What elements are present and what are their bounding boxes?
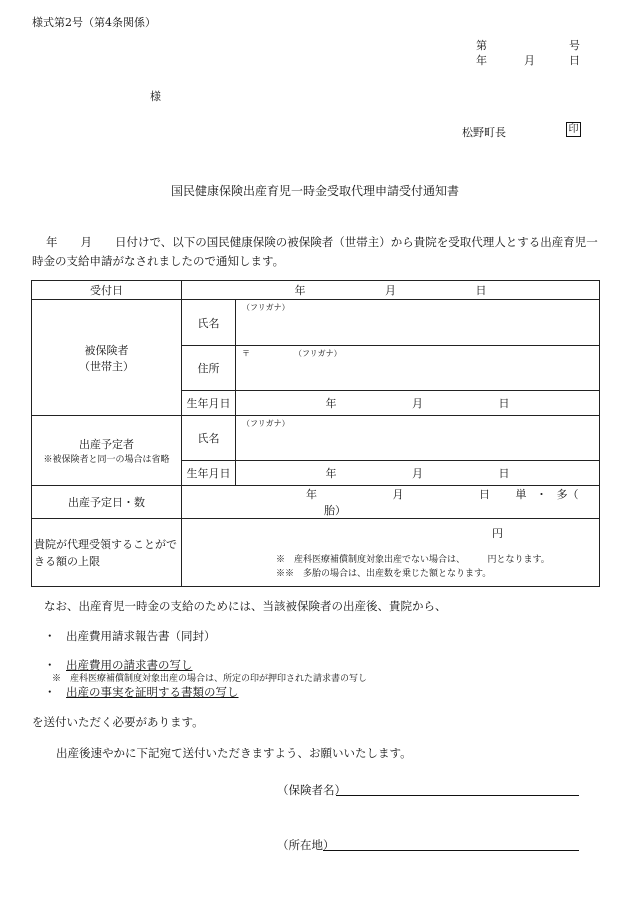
form-number: 様式第2号（第4条関係） — [32, 16, 156, 29]
expectant-name-cell[interactable] — [236, 416, 600, 461]
insurer-label: （保険者名） — [277, 783, 346, 797]
para-required: を送付いただく必要があります。 — [32, 715, 204, 729]
insured-name-cell[interactable] — [236, 300, 600, 346]
doc-number-dai: 第 — [476, 39, 487, 52]
expectant-birth-month: 月 — [412, 467, 423, 480]
item-birth-proof: 出産の事実を証明する書類の写し — [66, 685, 239, 699]
insured-label-cell — [32, 300, 182, 416]
expectant-birthdate-label: 生年月日 — [182, 461, 236, 486]
address-furigana: （フリガナ） — [294, 349, 342, 358]
para-request: 出産後速やかに下記宛て送付いただきますよう、お願いいたします。 — [56, 746, 412, 760]
due-dot: ・ — [536, 488, 547, 501]
insured-birthdate-label: 生年月日 — [182, 391, 236, 416]
expectant-birth-day: 日 — [498, 467, 510, 480]
seal-mark — [566, 122, 581, 137]
amount-yen: 円 — [492, 527, 503, 540]
item-invoice-note: ※ 産科医療補償制度対象出産の場合は、所定の印が押印された請求書の写し — [52, 674, 368, 684]
due-tai: 胎） — [324, 504, 346, 517]
expectant-label: 出産予定者 — [79, 438, 134, 451]
intro-text: 年 月 日付けで、以下の国民健康保険の被保険者（世帯主）から貴院を受取代理人とする出産育児一時金の支給申請がなされましたので通知します。 — [32, 235, 598, 268]
doc-number-go: 号 — [569, 39, 580, 52]
due-single: 単 — [515, 488, 527, 501]
seal-text: 印 — [566, 122, 581, 137]
insurer-line[interactable] — [336, 795, 579, 796]
receipt-year: 年 — [294, 284, 306, 297]
insured-address-cell[interactable] — [236, 346, 600, 391]
insured-address-label: 住所 — [182, 346, 236, 391]
receipt-month: 月 — [385, 284, 396, 297]
row-receipt-date — [32, 281, 600, 300]
insured-furigana: （フリガナ） — [242, 303, 290, 312]
expectant-birthdate-value[interactable] — [236, 461, 600, 486]
due-multi: 多（ — [556, 488, 579, 501]
due-date-label: 出産予定日・数 — [32, 486, 182, 519]
document-title: 国民健康保険出産育児一時金受取代理申請受付通知書 — [170, 184, 459, 198]
amount-value[interactable] — [182, 519, 600, 587]
expectant-note: ※被保険者と同一の場合は省略 — [43, 455, 170, 465]
insured-name-label: 氏名 — [182, 300, 236, 346]
expectant-furigana: （フリガナ） — [242, 419, 290, 428]
amount-note-2: ※※ 多胎の場合は、出産数を乗じた額となります。 — [276, 569, 492, 579]
amount-note-1: ※ 産科医療補償制度対象出産でない場合は、 円となります。 — [276, 555, 550, 565]
row-insured-name — [32, 300, 600, 346]
header-day: 日 — [569, 54, 580, 67]
insured-birth-month: 月 — [412, 397, 423, 410]
postal-mark: 〒 — [242, 349, 250, 358]
row-expectant-name — [32, 416, 600, 461]
header-month: 月 — [524, 54, 535, 67]
insured-sub: （世帯主） — [79, 359, 134, 373]
header-year: 年 — [476, 54, 487, 67]
address-line — [236, 346, 599, 359]
due-day: 日 — [479, 488, 490, 501]
expectant-birth-year: 年 — [325, 467, 337, 480]
insured-birthdate-value[interactable] — [236, 391, 600, 416]
due-month: 月 — [392, 488, 404, 501]
issuer-name: 松野町長 — [462, 126, 506, 139]
receipt-date-value — [182, 281, 600, 300]
item-report: 出産費用請求報告書（同封） — [66, 629, 216, 643]
location-line[interactable] — [323, 850, 579, 851]
bullet-2: ・ — [44, 658, 56, 672]
bullet-3: ・ — [44, 685, 56, 699]
para-notice: なお、出産育児一時金の支給のためには、当該被保険者の出産後、貴院から、 — [44, 599, 447, 613]
amount-label: 貴院が代理受領することができる額の上限 — [32, 519, 182, 587]
row-due-date — [32, 486, 600, 519]
receipt-date-label: 受付日 — [32, 281, 182, 300]
location-label: （所在地） — [277, 838, 335, 852]
bullet-1: ・ — [44, 629, 56, 643]
item-invoice-copy: 出産費用の請求書の写し — [66, 658, 193, 672]
application-table — [31, 280, 600, 587]
insured-birth-day: 日 — [498, 397, 510, 410]
receipt-day: 日 — [475, 284, 487, 297]
addressee-sama: 様 — [150, 90, 161, 103]
due-year: 年 — [306, 488, 317, 501]
insured-label: 被保険者 — [84, 343, 129, 357]
expectant-name-label: 氏名 — [182, 416, 236, 461]
expectant-label-cell — [32, 416, 182, 486]
due-date-value[interactable] — [182, 486, 600, 519]
row-amount — [32, 519, 600, 587]
insured-birth-year: 年 — [325, 397, 337, 410]
